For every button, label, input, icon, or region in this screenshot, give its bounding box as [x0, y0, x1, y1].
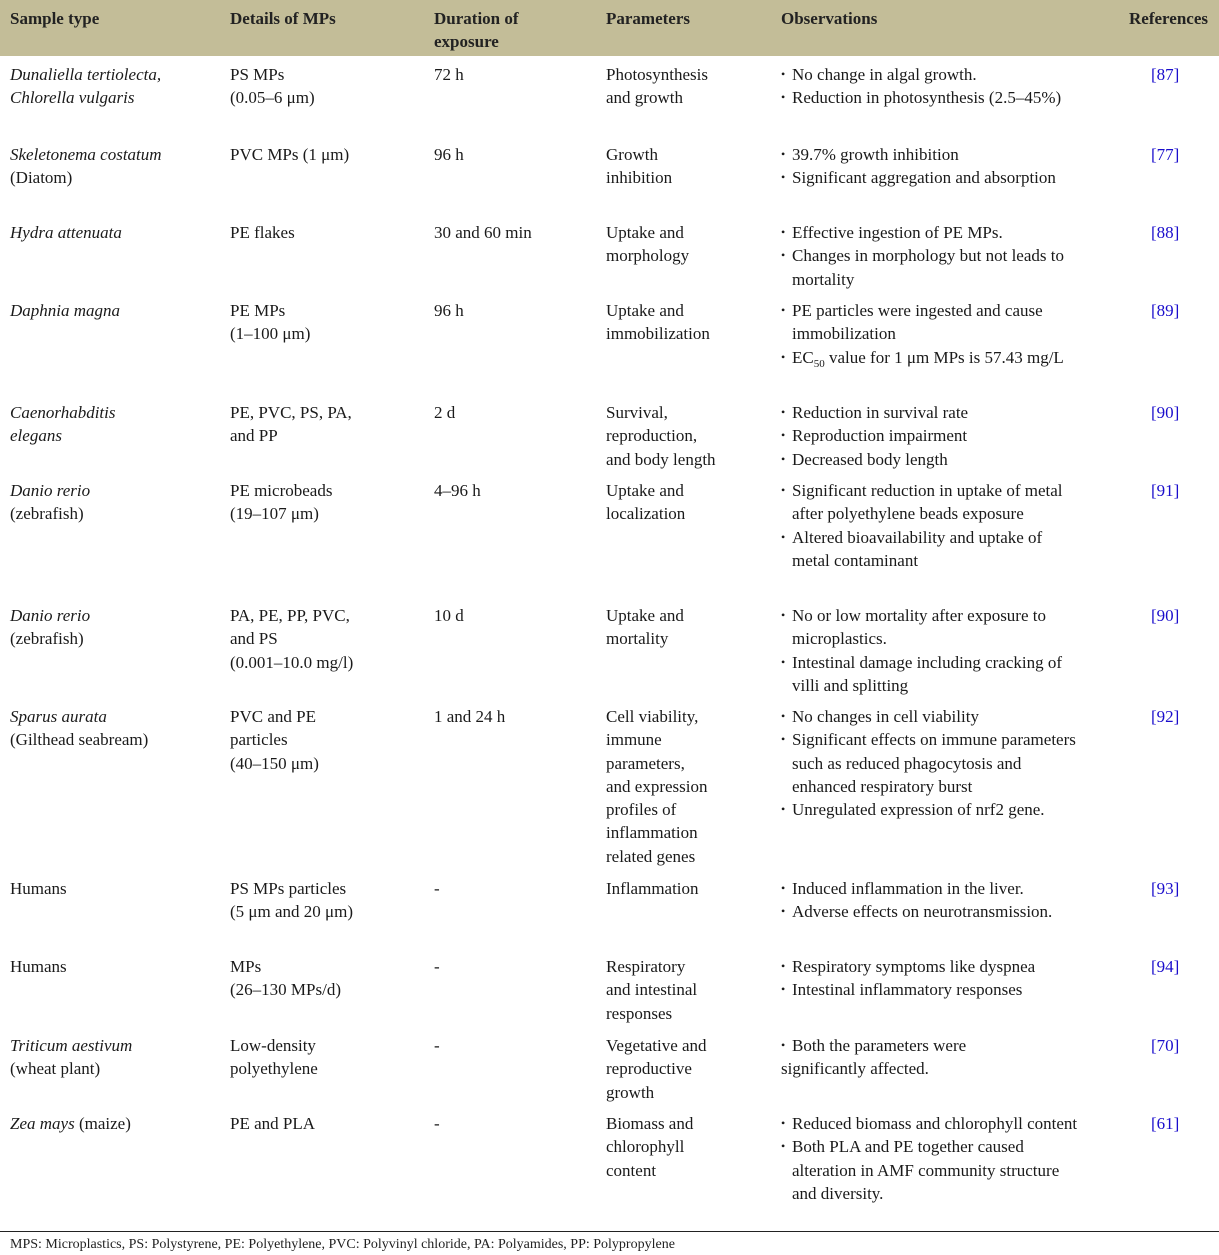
bullet-icon: •	[781, 959, 786, 973]
details-line: PS MPs particles	[230, 879, 347, 898]
parameter-line: localization	[606, 504, 686, 524]
bullet-icon: •	[781, 732, 786, 747]
table-footnote: MPS: Microplastics, PS: Polystyrene, PE: Polyethylene, PVC: Polyvinyl chloride, PA: Polyamides, PP: Polypropylene	[10, 1237, 675, 1252]
observation-item: • Reduction in survival rate	[781, 401, 1081, 424]
reference-link[interactable]: [70]	[1151, 1036, 1180, 1055]
observation-item: • Reduction in photosynthesis (2.5–45%)	[781, 86, 1081, 109]
species-name: Danio rerio	[10, 606, 91, 625]
details-cell	[230, 143, 425, 166]
parameters-cell	[606, 401, 776, 471]
parameters-cell	[606, 63, 776, 110]
parameter-line: inhibition	[606, 168, 673, 188]
details-cell	[230, 401, 425, 448]
parameters-cell	[606, 299, 776, 346]
parameter-line: related genes	[606, 846, 696, 866]
details-line: MPs	[230, 957, 262, 976]
parameter-line: Growth	[606, 145, 658, 164]
common-name: (Gilthead seabream)	[10, 730, 149, 750]
sample-type-cell	[10, 955, 220, 978]
common-name: (zebrafish)	[10, 504, 84, 524]
parameters-cell	[606, 143, 776, 190]
header-details: Details of MPs	[230, 9, 336, 28]
bullet-icon: •	[781, 147, 786, 161]
observation-item: • Both PLA and PE together caused alteration in AMF community structure and diversity.	[781, 1137, 1060, 1203]
species-name: Danio rerio	[10, 481, 91, 500]
sample-type-cell	[10, 877, 220, 900]
parameter-line: Uptake and	[606, 301, 684, 320]
observation-item: • No changes in cell viability	[781, 705, 1081, 728]
observation-item: • Changes in morphology but not leads to mortality	[781, 246, 1064, 289]
observations-cell	[781, 221, 1081, 291]
header-sample-type: Sample type	[10, 9, 100, 28]
sample-type-cell	[10, 221, 220, 244]
sample-type-cell	[10, 705, 220, 752]
observation-item: • Respiratory symptoms like dyspnea	[781, 955, 1081, 978]
details-cell	[230, 221, 425, 244]
observation-item: • No or low mortality after exposure to microplastics.	[781, 606, 1046, 649]
observations-cell	[781, 143, 1081, 190]
observations-cell	[781, 1112, 1081, 1205]
parameter-line: and expression	[606, 776, 708, 796]
reference-link[interactable]: [87]	[1151, 65, 1180, 84]
bullet-icon: •	[781, 1139, 786, 1154]
parameter-line: Respiratory	[606, 957, 686, 976]
reference-link[interactable]: [90]	[1151, 403, 1180, 422]
parameter-line: content	[606, 1160, 657, 1180]
sample-type-cell	[10, 1112, 220, 1135]
observations-cell	[781, 1034, 1081, 1081]
parameter-line: Biomass and	[606, 1114, 694, 1133]
details-cell	[230, 479, 425, 526]
species-name: Daphnia magna	[10, 301, 121, 320]
header-parameters: Parameters	[606, 9, 691, 28]
sample-type-cell	[10, 299, 220, 322]
bullet-icon: •	[781, 654, 786, 669]
parameter-line: and growth	[606, 88, 683, 108]
parameter-line: reproductive	[606, 1059, 692, 1079]
details-line: particles	[230, 730, 288, 750]
details-cell	[230, 877, 425, 924]
species-name: Chlorella vulgaris	[10, 88, 135, 108]
parameter-line: profiles of	[606, 800, 677, 820]
parameters-cell	[606, 705, 776, 868]
reference-link[interactable]: [92]	[1151, 707, 1180, 726]
header-observations: Observations	[781, 9, 878, 28]
details-line: PE and PLA	[230, 1114, 315, 1133]
species-name: Dunaliella tertiolecta,	[10, 65, 162, 84]
parameters-cell	[606, 955, 776, 1025]
details-line: PVC MPs (1 μm)	[230, 145, 350, 164]
observation-item: • Reduced biomass and chlorophyll content	[781, 1112, 1081, 1135]
bullet-icon: •	[781, 1116, 786, 1130]
reference-link[interactable]: [89]	[1151, 301, 1180, 320]
sample-type-cell	[10, 1034, 220, 1081]
reference-link[interactable]: [91]	[1151, 481, 1180, 500]
observation-item: • Significant aggregation and absorption	[781, 166, 1081, 189]
reference-link[interactable]: [61]	[1151, 1114, 1180, 1133]
parameter-line: immune	[606, 730, 662, 750]
details-line: (5 μm and 20 μm)	[230, 902, 354, 922]
observations-cell	[781, 299, 1081, 369]
parameters-cell	[606, 1034, 776, 1104]
sample-type-cell	[10, 401, 220, 448]
duration-cell: 2 d	[434, 403, 456, 422]
observations-cell	[781, 479, 1081, 572]
bullet-icon: •	[781, 405, 786, 419]
sample-type-cell	[10, 604, 220, 651]
observation-item: • $EC_{50}$ value for 1 μm MPs is 57.43 mg/L	[781, 347, 1064, 370]
details-line: and PS	[230, 629, 278, 649]
details-cell	[230, 299, 425, 346]
bullet-icon: •	[781, 67, 786, 81]
species-name: Skeletonema costatum	[10, 145, 162, 164]
table-bottom-rule	[0, 1231, 1219, 1232]
bullet-icon: •	[781, 428, 786, 443]
bullet-icon: •	[781, 170, 786, 185]
details-cell	[230, 1112, 425, 1135]
observation-item: • 39.7% growth inhibition	[781, 143, 1081, 166]
details-cell	[230, 955, 425, 1002]
observation-item: • No change in algal growth.	[781, 63, 1081, 86]
bullet-icon: •	[781, 709, 786, 723]
details-line: PA, PE, PP, PVC,	[230, 606, 350, 625]
parameter-line: chlorophyll	[606, 1137, 685, 1157]
species-name: Triticum aestivum	[10, 1036, 133, 1055]
bullet-icon: •	[781, 248, 786, 263]
bullet-icon: •	[781, 881, 786, 895]
duration-cell: 72 h	[434, 65, 464, 84]
observation-item: • Significant effects on immune parameters such as reduced phagocytosis and enhanced respiratory burst	[781, 730, 1076, 796]
sample-type-cell	[10, 479, 220, 526]
observations-cell	[781, 705, 1081, 821]
common-name: (maize)	[74, 1114, 131, 1133]
duration-cell: 1 and 24 h	[434, 707, 506, 726]
details-line: PE microbeads	[230, 481, 333, 500]
reference-link[interactable]: [77]	[1151, 145, 1180, 164]
details-line: and PP	[230, 426, 278, 446]
reference-link[interactable]: [90]	[1151, 606, 1180, 625]
duration-cell: -	[434, 1036, 440, 1055]
parameters-cell	[606, 604, 776, 651]
details-cell	[230, 63, 425, 110]
details-line: (19–107 μm)	[230, 504, 319, 524]
observation-item: • Effective ingestion of PE MPs.	[781, 221, 1081, 244]
parameter-line: reproduction,	[606, 426, 698, 446]
parameter-line: immobilization	[606, 324, 710, 344]
bullet-icon: •	[781, 802, 786, 817]
species-name: Sparus aurata	[10, 707, 107, 726]
parameter-line: parameters,	[606, 753, 685, 773]
duration-cell: -	[434, 957, 440, 976]
observation-item: • Altered bioavailability and uptake of metal contaminant	[781, 527, 1043, 570]
details-line: (40–150 μm)	[230, 753, 319, 773]
duration-cell: 10 d	[434, 606, 464, 625]
details-cell	[230, 604, 425, 674]
observation-item: • Both the parameters were significantly affected.	[781, 1036, 967, 1079]
observation-item: • Significant reduction in uptake of metal after polyethylene beads exposure	[781, 481, 1063, 524]
bullet-icon: •	[781, 303, 786, 317]
bullet-icon: •	[781, 608, 786, 622]
details-line: Low-density	[230, 1036, 316, 1055]
details-line: PE flakes	[230, 223, 295, 242]
duration-cell: -	[434, 879, 440, 898]
details-line: (26–130 MPs/d)	[230, 980, 341, 1000]
sample-type-cell	[10, 143, 220, 190]
parameter-line: Uptake and	[606, 223, 684, 242]
parameter-line: inflammation	[606, 823, 698, 843]
observation-item: • Unregulated expression of nrf2 gene.	[781, 798, 1081, 821]
sample-type-cell	[10, 63, 220, 110]
parameter-line: Inflammation	[606, 879, 699, 898]
species-name: elegans	[10, 426, 62, 446]
details-line: PE, PVC, PS, PA,	[230, 403, 352, 422]
parameter-line: and body length	[606, 449, 716, 469]
parameter-line: growth	[606, 1082, 655, 1102]
observations-cell	[781, 877, 1081, 924]
observation-item: • PE particles were ingested and cause immobilization	[781, 301, 1043, 344]
bullet-icon: •	[781, 529, 786, 544]
details-line: (0.001–10.0 mg/l)	[230, 652, 354, 672]
species-name: Zea mays	[10, 1114, 75, 1133]
parameters-cell	[606, 479, 776, 526]
details-cell	[230, 705, 425, 775]
observations-cell	[781, 604, 1081, 697]
common-name: (wheat plant)	[10, 1059, 101, 1079]
parameters-cell	[606, 877, 776, 900]
reference-link[interactable]: [94]	[1151, 957, 1180, 976]
common-name: (zebrafish)	[10, 629, 84, 649]
observation-item: • Reproduction impairment	[781, 424, 1081, 447]
bullet-icon: •	[781, 451, 786, 466]
species-name: Caenorhabditis	[10, 403, 116, 422]
parameters-cell	[606, 1112, 776, 1182]
bullet-icon: •	[781, 483, 786, 497]
observations-cell	[781, 63, 1081, 110]
details-line: PVC and PE	[230, 707, 316, 726]
sample-name: Humans	[10, 879, 67, 898]
reference-link[interactable]: [88]	[1151, 223, 1180, 242]
observation-item: • Intestinal inflammatory responses	[781, 978, 1081, 1001]
bullet-icon: •	[781, 349, 786, 364]
parameter-line: Vegetative and	[606, 1036, 707, 1055]
observation-item: • Induced inflammation in the liver.	[781, 877, 1081, 900]
bullet-icon: •	[781, 904, 786, 919]
details-line: (0.05–6 μm)	[230, 88, 315, 108]
sample-name: Humans	[10, 957, 67, 976]
details-line: (1–100 μm)	[230, 324, 311, 344]
duration-cell: 30 and 60 min	[434, 223, 532, 242]
parameters-cell	[606, 221, 776, 268]
details-cell	[230, 1034, 425, 1081]
parameter-line: mortality	[606, 629, 669, 649]
bullet-icon: •	[781, 1038, 786, 1052]
details-line: PS MPs	[230, 65, 285, 84]
parameter-line: Uptake and	[606, 481, 684, 500]
parameter-line: Uptake and	[606, 606, 684, 625]
parameter-line: Photosynthesis	[606, 65, 709, 84]
species-name: Hydra attenuata	[10, 223, 122, 242]
duration-cell: 4–96 h	[434, 481, 481, 500]
bullet-icon: •	[781, 982, 786, 997]
parameter-line: Cell viability,	[606, 707, 699, 726]
bullet-icon: •	[781, 225, 786, 239]
duration-cell: -	[434, 1114, 440, 1133]
duration-cell: 96 h	[434, 145, 464, 164]
common-name: (Diatom)	[10, 168, 73, 188]
duration-cell: 96 h	[434, 301, 464, 320]
reference-link[interactable]: [93]	[1151, 879, 1180, 898]
bullet-icon: •	[781, 90, 786, 105]
details-line: PE MPs	[230, 301, 286, 320]
observation-item: • Intestinal damage including cracking of villi and splitting	[781, 652, 1063, 695]
header-duration: Duration of exposure	[434, 9, 519, 51]
parameter-line: Survival,	[606, 403, 668, 422]
parameter-line: morphology	[606, 246, 690, 266]
observations-cell	[781, 401, 1081, 471]
table-header	[0, 0, 1219, 56]
header-references: References	[1129, 9, 1208, 28]
details-line: polyethylene	[230, 1059, 318, 1079]
observation-item: • Decreased body length	[781, 448, 1081, 471]
observations-cell	[781, 955, 1081, 1002]
observation-item: • Adverse effects on neurotransmission.	[781, 900, 1081, 923]
parameter-line: responses	[606, 1003, 673, 1023]
parameter-line: and intestinal	[606, 980, 698, 1000]
